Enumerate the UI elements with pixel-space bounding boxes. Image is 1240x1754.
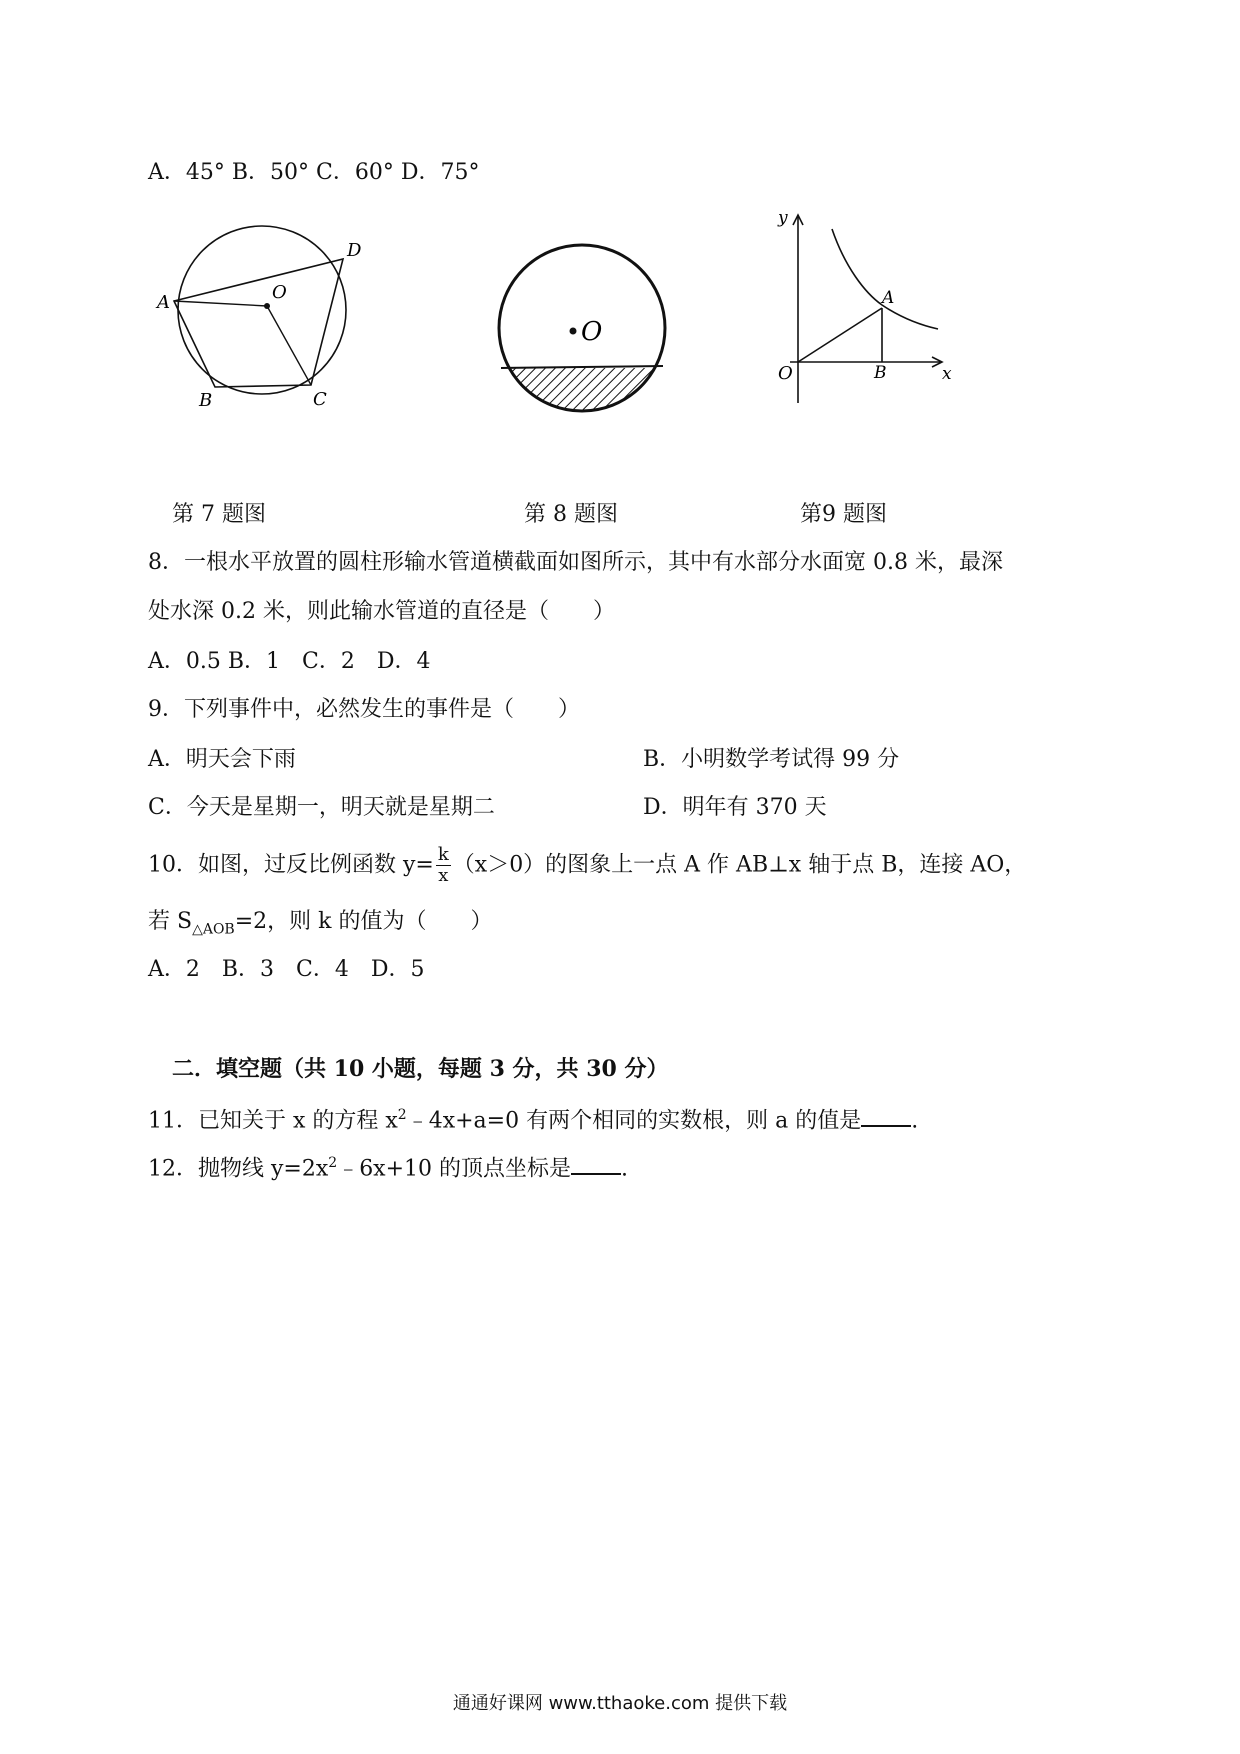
q11-end: . <box>911 1108 919 1134</box>
q10-fraction <box>436 845 451 886</box>
fig8-center-dot <box>570 328 577 335</box>
q10-stem-line2 <box>148 907 492 944</box>
q9-option-c: C．今天是星期一，明天就是星期二 <box>148 795 495 820</box>
q11-stem <box>148 1100 918 1136</box>
fig9-label-a: A <box>882 288 895 308</box>
q10-stem-pre: 10．如图，过反比例函数 y= <box>148 852 434 878</box>
fig9-label-o: O <box>778 363 793 384</box>
q12-post: ﹣6x+10 的顶点坐标是 <box>337 1156 572 1182</box>
q10-line2-pre: 若 S <box>148 909 193 934</box>
q8-options: A．0.5 B．1 C．2 D．4 <box>148 649 431 674</box>
q11-superscript: 2 <box>397 1107 407 1123</box>
fig8-caption: 第 8 题图 <box>524 502 618 527</box>
fig7-radius-oc <box>267 306 311 385</box>
q10-frac-denominator: x <box>438 865 449 886</box>
q12-superscript: 2 <box>328 1155 338 1171</box>
q10-stem-line1 <box>148 845 1026 886</box>
figure-9 <box>770 205 970 405</box>
q7-options: A．45° B．50° C．60° D．75° <box>148 160 480 185</box>
q9-option-b: B．小明数学考试得 99 分 <box>643 747 900 772</box>
fig7-label-d: D <box>347 240 362 261</box>
q8-stem-line1: 8．一根水平放置的圆柱形输水管道横截面如图所示，其中有水部分水面宽 0.8 米，最深 <box>148 550 1003 575</box>
fig7-caption: 第 7 题图 <box>172 502 266 527</box>
q10-stem-post: （x＞0）的图象上一点 A 作 AB⊥x 轴于点 B，连接 AO， <box>452 852 1027 878</box>
q12-pre: 12．抛物线 y=2x <box>148 1156 329 1182</box>
fig9-label-b: B <box>874 363 887 383</box>
q10-options: A．2 B．3 C．4 D．5 <box>148 957 425 982</box>
fig7-quadrilateral <box>174 259 343 387</box>
q11-post: ﹣4x+a=0 有两个相同的实数根，则 a 的值是 <box>406 1108 862 1134</box>
fig9-segment-oa <box>798 308 882 362</box>
figure-7 <box>150 210 390 410</box>
q9-option-d: D．明年有 370 天 <box>643 795 827 820</box>
figure-8 <box>490 205 680 435</box>
q12-end: . <box>621 1156 629 1182</box>
fig7-label-o: O <box>272 282 287 303</box>
q10-line2-post: =2，则 k 的值为（ ） <box>234 909 493 934</box>
fig9-label-x: x <box>942 364 952 384</box>
q10-frac-numerator: k <box>437 844 449 865</box>
q12-stem <box>148 1148 628 1184</box>
fig7-label-a: A <box>157 292 170 313</box>
q9-stem: 9．下列事件中，必然发生的事件是（ ） <box>148 697 580 722</box>
fig9-label-y: y <box>778 208 788 228</box>
q12-answer-blank[interactable] <box>571 1151 621 1175</box>
section-2-title: 二．填空题（共 10 小题，每题 3 分，共 30 分） <box>172 1056 669 1082</box>
footer-text: 通通好课网 www.tthaoke.com 提供下载 <box>452 1693 788 1714</box>
fig9-caption: 第9 题图 <box>800 502 887 527</box>
q10-area-subscript: △AOB <box>192 921 235 938</box>
fig7-center-dot <box>264 303 270 309</box>
fig8-label-o: O <box>581 317 603 347</box>
fig8-water-section <box>490 368 680 428</box>
q8-stem-line2: 处水深 0.2 米，则此输水管道的直径是（ ） <box>148 599 615 624</box>
fig9-hyperbola <box>832 229 938 329</box>
q11-pre: 11．已知关于 x 的方程 x <box>148 1108 398 1134</box>
fig7-label-b: B <box>199 390 213 410</box>
q11-answer-blank[interactable] <box>861 1103 911 1127</box>
fig7-label-c: C <box>313 389 327 410</box>
fig7-radius-oa <box>174 301 267 306</box>
fig8-water-surface <box>501 366 663 368</box>
fig7-circle <box>178 226 346 394</box>
q9-option-a: A．明天会下雨 <box>148 747 296 772</box>
